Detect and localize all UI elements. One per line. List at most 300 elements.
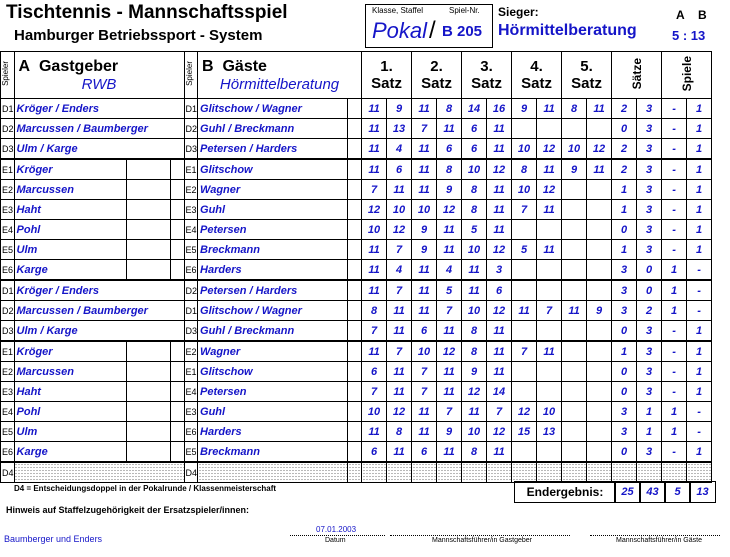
table-row [1,139,712,160]
spieler-a-header: Spieler [1,52,15,99]
set-score: 11 [362,341,387,362]
player-code-a: D1 [1,280,15,301]
set-score: 11 [537,99,562,119]
spielerpass-a [126,240,170,260]
spiele-a [662,462,687,483]
set-score: 6 [487,280,512,301]
end-spiele-b: 13 [689,481,716,503]
set-score [587,402,612,422]
set-score [587,442,612,463]
set-score: 11 [412,159,437,180]
saetze-a: 3 [612,280,637,301]
player-name-a: Marcussen / Baumberger [14,119,184,139]
set-score: 9 [412,220,437,240]
spielerpass-b-marker [348,442,362,463]
set-score: 4 [387,139,412,160]
signature-line-gaeste [590,535,720,536]
set-score [512,280,537,301]
saetze-a: 1 [612,200,637,220]
set-score: 10 [362,220,387,240]
player-code-b: E1 [184,362,198,382]
player-code-b: D4 [184,462,198,483]
table-row [1,462,712,483]
set-score: 12 [487,422,512,442]
player-code-b: E5 [184,240,198,260]
table-row [1,341,712,362]
spiele-a: - [662,159,687,180]
set-score: 9 [587,301,612,321]
player-name-b: Petersen [198,220,348,240]
saetze-b: 3 [637,200,662,220]
set-score: 8 [562,99,587,119]
saetze-header: Sätze [612,52,662,99]
set-score: 7 [437,301,462,321]
set-score: 6 [412,321,437,342]
table-row [1,362,712,382]
team-a-title: Gastgeber [38,57,119,75]
set-score: 6 [362,362,387,382]
player-code-b: D3 [184,321,198,342]
set-score: 11 [487,442,512,463]
spielerpass-a-marker [170,180,184,200]
set-score [562,362,587,382]
spielerpass-b-marker [348,362,362,382]
set-score [587,280,612,301]
player-name-b: Breckmann [198,240,348,260]
klasse-value: Pokal [372,18,428,43]
player-code-b: E2 [184,341,198,362]
player-name-a: Kröger / Enders [14,99,184,119]
spielerpass-b-marker [348,240,362,260]
set-score: 11 [487,180,512,200]
spielerpass-b-marker [348,301,362,321]
saetze-b: 1 [637,402,662,422]
spielerpass-a [126,442,170,463]
spiele-a: - [662,341,687,362]
saetze-b: 3 [637,220,662,240]
player-name-a: Pohl [14,220,126,240]
set-score: 8 [362,301,387,321]
set-score [587,260,612,281]
saetze-b: 1 [637,422,662,442]
player-code-a: E5 [1,240,15,260]
table-row [1,99,712,119]
set-score [562,462,587,483]
table-row [1,382,712,402]
player-name-b: Breckmann [198,442,348,463]
set-score: 7 [387,240,412,260]
player-name-b: Glitschow [198,159,348,180]
player-code-a: E1 [1,159,15,180]
set-score [537,462,562,483]
player-name-a: Ulm / Karge [14,321,184,342]
set-score: 11 [362,260,387,281]
set-score: 7 [387,280,412,301]
set-score: 9 [562,159,587,180]
player-name-b: Glitschow / Wagner [198,99,348,119]
player-code-a: E4 [1,402,15,422]
set-score [412,462,437,483]
saetze-b: 3 [637,139,662,160]
set-score: 6 [462,119,487,139]
saetze-a [612,462,637,483]
set-score: 11 [412,99,437,119]
set-score [537,382,562,402]
spielerpass-b-marker [348,119,362,139]
set-score: 7 [537,301,562,321]
page-title: Tischtennis - Mannschaftsspiel [6,2,288,23]
player-name-b: Harders [198,260,348,281]
saetze-a: 0 [612,220,637,240]
saetze-a: 2 [612,99,637,119]
table-row [1,159,712,180]
spiele-b: 1 [687,180,712,200]
set-score: 12 [462,382,487,402]
table-row [1,180,712,200]
spiele-a: 1 [662,422,687,442]
player-code-b: E4 [184,382,198,402]
set-score: 7 [512,341,537,362]
spiele-a: - [662,180,687,200]
spielerpass-b-marker [348,99,362,119]
player-name-b: Guhl [198,200,348,220]
set-score [512,382,537,402]
set-score: 3 [487,260,512,281]
player-name-b: Glitschow [198,362,348,382]
set-score [587,362,612,382]
player-name-a: Kröger / Enders [14,280,184,301]
set-score: 11 [387,180,412,200]
satz-header-1: 1. Satz [362,52,412,99]
spielerpass-a-marker [170,260,184,281]
set-score: 14 [462,99,487,119]
set-score: 7 [487,402,512,422]
player-code-a: E5 [1,422,15,442]
end-saetze-a: 25 [614,481,641,503]
saetze-b: 3 [637,321,662,342]
spiele-a: - [662,99,687,119]
player-name-b [198,462,348,483]
player-name-b: Guhl / Breckmann [198,321,348,342]
set-score: 11 [512,301,537,321]
player-name-b: Petersen / Harders [198,280,348,301]
spiele-b: - [687,402,712,422]
spiele-a: - [662,321,687,342]
set-score: 11 [537,159,562,180]
spiele-b: 1 [687,200,712,220]
set-score: 11 [412,280,437,301]
ersatz-hint: Hinweis auf Staffelzugehörigkeit der Ersatzspieler/innen: [6,505,250,515]
spielerpass-a-marker [170,240,184,260]
set-score: 11 [437,119,462,139]
set-score: 11 [487,220,512,240]
set-score: 11 [362,422,387,442]
spielerpass-b-marker [348,341,362,362]
set-score: 12 [487,301,512,321]
saetze-b: 3 [637,341,662,362]
saetze-b: 3 [637,382,662,402]
player-name-b: Glitschow / Wagner [198,301,348,321]
set-score: 13 [387,119,412,139]
score-a-label: A [676,8,685,22]
spiele-b: 1 [687,341,712,362]
set-score [537,220,562,240]
set-score: 11 [387,442,412,463]
set-score: 7 [412,382,437,402]
set-score [562,442,587,463]
set-score: 8 [387,422,412,442]
set-score [512,442,537,463]
set-score: 10 [412,200,437,220]
set-score: 11 [387,382,412,402]
saetze-b: 0 [637,260,662,281]
spielerpass-b-marker [348,139,362,160]
player-code-b: D3 [184,139,198,160]
set-score: 9 [437,180,462,200]
saetze-b: 3 [637,119,662,139]
player-code-b: D1 [184,301,198,321]
set-score: 11 [412,301,437,321]
player-code-b: E6 [184,260,198,281]
table-row [1,280,712,301]
satz-header-4: 4. Satz [512,52,562,99]
set-score: 11 [362,139,387,160]
set-score: 10 [462,301,487,321]
set-score: 11 [437,321,462,342]
player-name-a: Marcussen / Baumberger [14,301,184,321]
player-name-b: Guhl / Breckmann [198,119,348,139]
set-score [587,200,612,220]
set-score: 4 [387,260,412,281]
spiele-a: 1 [662,260,687,281]
set-score [512,260,537,281]
set-score [537,321,562,342]
player-code-a: E2 [1,180,15,200]
date-value: 07.01.2003 [316,525,357,534]
player-code-a: D3 [1,321,15,342]
saetze-a: 3 [612,402,637,422]
set-score: 11 [412,402,437,422]
set-score [587,422,612,442]
set-score: 6 [387,159,412,180]
spielerpass-a-marker [170,159,184,180]
player-code-a: E1 [1,341,15,362]
player-code-b: D2 [184,280,198,301]
team-a-letter: A [18,57,31,75]
set-score [512,119,537,139]
set-score [512,220,537,240]
player-code-a: D2 [1,119,15,139]
end-saetze-b: 43 [639,481,666,503]
set-score [587,462,612,483]
spiele-a: - [662,240,687,260]
set-score [562,240,587,260]
set-score: 7 [512,200,537,220]
klasse-divider: / [429,17,436,44]
spiele-a: 1 [662,301,687,321]
spieler-b-header: Spieler [184,52,198,99]
set-score: 12 [512,402,537,422]
saetze-b: 3 [637,442,662,463]
set-score: 11 [412,180,437,200]
set-score [587,119,612,139]
set-score: 9 [462,362,487,382]
player-code-b: E3 [184,402,198,422]
set-score: 12 [487,240,512,260]
player-name-a: Kröger [14,341,126,362]
saetze-a: 0 [612,442,637,463]
player-code-b: E1 [184,159,198,180]
saetze-a: 1 [612,341,637,362]
player-name-a: Ulm [14,422,126,442]
spiele-b: 1 [687,442,712,463]
spiele-a: 1 [662,280,687,301]
set-score: 8 [462,341,487,362]
player-name-a [14,462,184,483]
player-name-a: Marcussen [14,362,126,382]
spiele-a: 1 [662,402,687,422]
set-score: 6 [362,442,387,463]
spielerpass-a-marker [170,200,184,220]
spielerpass-b-marker [348,200,362,220]
saetze-b: 3 [637,99,662,119]
match-score: 5 : 13 [672,28,706,43]
set-score: 5 [512,240,537,260]
set-score: 12 [437,341,462,362]
spielnr-label: Spiel-Nr. [449,6,480,15]
set-score [587,220,612,240]
set-score: 11 [362,280,387,301]
spielerpass-a-marker [170,402,184,422]
set-score: 12 [362,200,387,220]
set-score [587,321,612,342]
set-score: 10 [387,200,412,220]
player-name-a: Kröger [14,159,126,180]
player-code-a: D2 [1,301,15,321]
set-score [362,462,387,483]
saetze-a: 1 [612,180,637,200]
spiele-a: - [662,442,687,463]
player-name-b: Guhl [198,402,348,422]
player-name-b: Wagner [198,341,348,362]
set-score: 11 [437,382,462,402]
spielerpass-b-marker [348,382,362,402]
player-name-b: Wagner [198,180,348,200]
set-score: 7 [362,382,387,402]
player-code-b: D2 [184,119,198,139]
set-score [537,280,562,301]
set-score [562,341,587,362]
spiele-b: - [687,280,712,301]
spielerpass-b-marker [348,462,362,483]
saetze-b: 2 [637,301,662,321]
set-score: 10 [562,139,587,160]
player-name-a: Haht [14,200,126,220]
set-score: 6 [437,139,462,160]
table-row [1,200,712,220]
set-score: 5 [462,220,487,240]
set-score [462,462,487,483]
spielerpass-b-marker [348,321,362,342]
saetze-a: 3 [612,260,637,281]
spielerpass-a [126,200,170,220]
spielnr-value: B 205 [442,23,483,40]
score-b-label: B [698,8,707,22]
player-name-a: Ulm [14,240,126,260]
spiele-a: - [662,139,687,160]
set-score [562,180,587,200]
player-name-a: Ulm / Karge [14,139,184,160]
mf-gastgeber-label: Mannschaftsführer/in Gastgeber [432,537,532,544]
klasse-label: Klasse, Staffel [372,6,423,15]
set-score: 7 [412,119,437,139]
spiele-header: Spiele [662,52,712,99]
set-score [562,321,587,342]
team-a-header [14,52,184,99]
end-spiele-a: 5 [664,481,691,503]
player-name-b: Petersen [198,382,348,402]
set-score [587,382,612,402]
spielerpass-a-marker [170,442,184,463]
spiele-a: - [662,200,687,220]
spielerpass-a-marker [170,220,184,240]
set-score: 12 [537,139,562,160]
set-score: 11 [537,200,562,220]
set-score: 7 [362,180,387,200]
date-line [290,535,385,536]
set-score: 10 [537,402,562,422]
signature-line-gastgeber [390,535,570,536]
spiele-a: - [662,362,687,382]
set-score [537,119,562,139]
set-score: 8 [512,159,537,180]
player-code-b: E6 [184,422,198,442]
set-score: 5 [437,280,462,301]
set-score: 11 [487,362,512,382]
set-score: 11 [487,341,512,362]
set-score [587,180,612,200]
spielerpass-a [126,422,170,442]
set-score: 10 [462,422,487,442]
set-score: 12 [587,139,612,160]
set-score: 11 [487,139,512,160]
set-score: 11 [412,139,437,160]
set-score [562,402,587,422]
spielerpass-b-marker [348,280,362,301]
saetze-a: 0 [612,362,637,382]
saetze-a: 0 [612,321,637,342]
set-score [562,200,587,220]
spiele-b: 1 [687,139,712,160]
spielerpass-b-marker [348,422,362,442]
table-row [1,119,712,139]
set-score: 9 [437,422,462,442]
set-score: 10 [462,240,487,260]
set-score [587,240,612,260]
spiele-a: - [662,119,687,139]
set-score: 12 [387,220,412,240]
spiele-b: 1 [687,240,712,260]
spielerpass-b-marker [348,260,362,281]
table-row [1,220,712,240]
player-code-a: D4 [1,462,15,483]
set-score: 6 [462,139,487,160]
saetze-b: 0 [637,280,662,301]
player-code-a: E2 [1,362,15,382]
set-score: 11 [587,99,612,119]
set-score: 11 [387,301,412,321]
set-score [562,119,587,139]
